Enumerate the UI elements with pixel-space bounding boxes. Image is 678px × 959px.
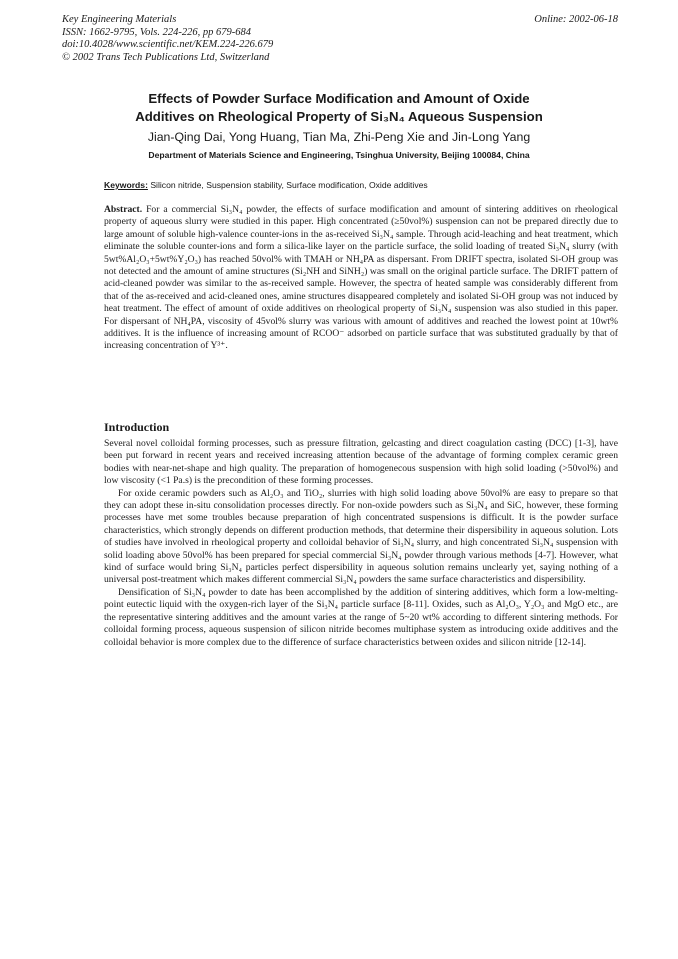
keywords-text: Silicon nitride, Suspension stability, Surface modification, Oxide additives — [150, 180, 428, 190]
introduction-body — [104, 438, 618, 649]
abstract-label: Abstract. — [104, 204, 143, 215]
paragraph-1: Several novel colloidal forming processes, such as pressure filtration, gelcasting and direct coagulation casting (DCC) [1-3], have been put forward in recent years and received increasing attention because of the advantage of forming complex ceramic green bodies with near-net-shape and high quality. The preparation of homogenecous suspension with high solid loading (>50vol%) and low viscosity (<1 Pa.s) is the precondition of these forming processes. — [104, 438, 618, 487]
title-line-2: Additives on Rheological Property of Si₃N₄ Aqueous Suspension — [135, 108, 543, 124]
page-header — [62, 14, 618, 64]
keywords-label: Keywords: — [104, 180, 148, 190]
copyright-line: © 2002 Trans Tech Publications Ltd, Switzerland — [62, 51, 270, 63]
introduction-heading: Introduction — [104, 420, 170, 434]
title-line-1: Effects of Powder Surface Modification and Amount of Oxide — [148, 91, 530, 106]
keywords-line — [104, 180, 618, 190]
author-list: Jian-Qing Dai, Yong Huang, Tian Ma, Zhi-Peng Xie and Jin-Long Yang — [147, 130, 531, 144]
paragraph-2: For oxide ceramic powders such as Al₂O₃ and TiO₂, slurries with high solid loading above 50vol% are easy to prepare so that they can adopt these in-situ consolidation processes directly. For non-oxide powders such as Si₃N₄ and SiC, however, these forming processes have met some troubles because preparation of high concentrated suspensions is difficult. It is the powder surface characteristics, which strongly depends on different production methods, that determine their dispersibility in aqueous solution. Lots of studies have involved in rheological property and colloidal behavior of Si₃N₄ slurry, and high concentrated Si₃N₄ suspension with solid loading above 50vol% has been prepared for special commercial Si₃N₄ powder through various methods [4-7]. However, what kind of surface would bring Si₃N₄ particles perfect dispersibility in aqueous solution remains unclearly yet, saying nothing of a universal post-treatment which makes different commercial Si₃N₄ powders the same surface characteristics and dispersibility. — [104, 487, 618, 586]
journal-name: Key Engineering Materials — [62, 14, 177, 25]
paper-title — [60, 90, 618, 125]
abstract-text: For a commercial Si₃N₄ powder, the effects of surface modification and amount of sintering additives on rheological property of aqueous slurry were studied in this paper. High concentrated (≥50vol%) suspension can not be prepared directly due to large amount of soluble high-valence counter-ions in the as-received Si₃N₄ sample. Through acid-leaching and heat treatment, which eliminate the soluble counter-ions and form a silica-like layer on the particle surface, the solid loading of treated Si₃N₄ slurry (with 5wt%Al₂O₃+5wt%Y₂O₃) has reached 50vol% with TMAH or NH₄PA as dispersant. From DRIFT spectra, isolated Si-OH group was not detected and the amount of amine structures (Si₂NH and SiNH₂) was small on the original particle surface. The DRIFT pattern of acid-cleaned powder was similar to the as-received sample. However, the spectra of heated sample was considerably different from that of the as-received and acid-cleaned ones, amine structures disappeared completely and isolated Si-OH group was not induced by heat treatment. The effect of amount of oxide additives on rheological property of Si₃N₄ suspension was also studied in this paper. For dispersant of NH₄PA, viscosity of 45vol% slurry was various with amount of additives and reached the lowest point at 10wt% additives. It is the influence of increasing amount of RCOO⁻ adsorbed on particle surface that was substituted gradually by that of increasing concentration of Y³⁺. — [104, 204, 619, 352]
doi-line: doi:10.4028/www.scientific.net/KEM.224-226.679 — [62, 39, 274, 51]
paragraph-3: Densification of Si₃N₄ powder to date has been accomplished by the addition of sintering additives, which form a low-melting-point eutectic liquid with the oxygen-rich layer of the Si₃N₄ particle surface [8-11]. Oxides, such as Al₂O₃, Y₂O₃ and MgO etc., are the representative sintering additives and the amount varies at the range of 5~20 wt% according to different sintering methods. For colloidal forming process, aqueous suspension of silicon nitride becomes multiphase system as introducing oxide additives and the colloidal behavior is more complex due to the difference of surface characteristics between oxides and silicon nitride [12-14]. — [104, 586, 618, 648]
abstract — [104, 204, 618, 353]
affiliation: Department of Materials Science and Engineering, Tsinghua University, Beijing 100084, China — [148, 150, 530, 160]
issn-line: ISSN: 1662-9795, Vols. 224-226, pp 679-684 — [62, 26, 251, 38]
online-date: Online: 2002-06-18 — [534, 14, 618, 25]
